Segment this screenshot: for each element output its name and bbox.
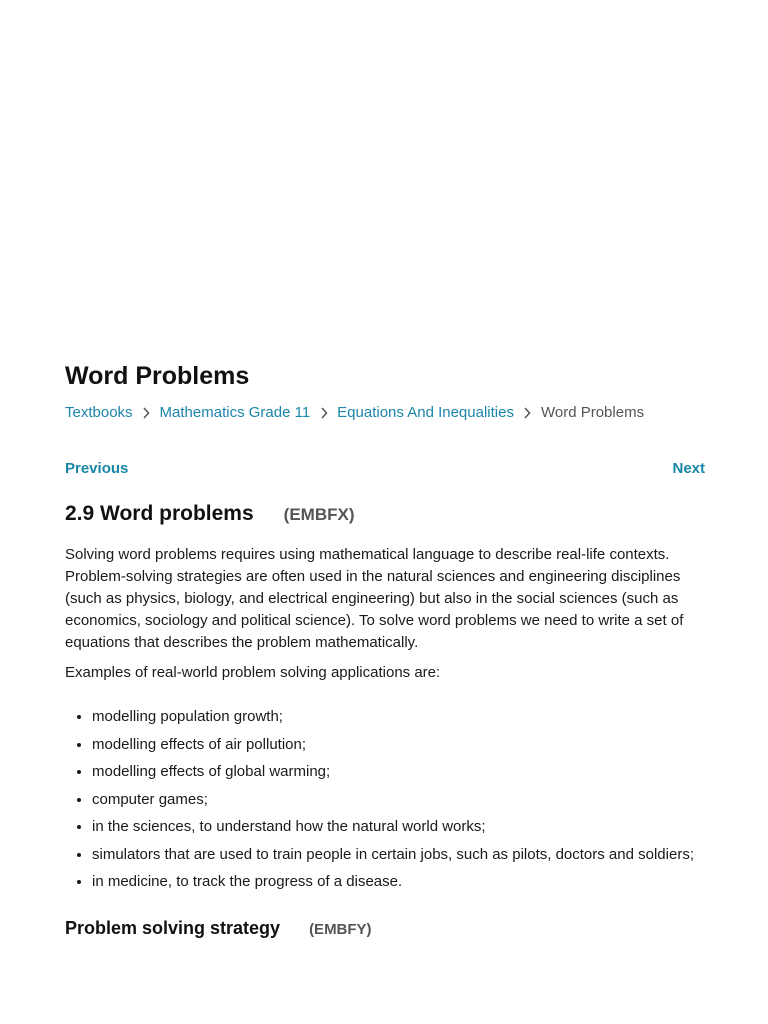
section-title: 2.9 Word problems <box>65 502 254 525</box>
subsection-code: (EMBFY) <box>309 921 372 938</box>
breadcrumb-link-mathematics-grade-11[interactable]: Mathematics Grade 11 <box>159 404 311 421</box>
list-item: • modelling population growth; <box>92 706 705 728</box>
section-paragraph: Solving word problems requires using mathematical language to describe real-life contexts. Problem-solving strategies are often used in the natural sciences and engineering disciplines (such as physics, biology, and electrical engineering) but also in the social sciences (such as economics, sociology and political science). To solve word problems we need to write a set of equations that describes the problem mathematically. <box>65 546 684 651</box>
list-item: • in medicine, to track the progress of a disease. <box>92 871 705 893</box>
list-item: • modelling effects of global warming; <box>92 761 705 783</box>
pager <box>65 458 705 480</box>
list-item: • in the sciences, to understand how the natural world works; <box>92 816 705 838</box>
chevron-right-icon <box>133 402 160 424</box>
subsection-title: Problem solving strategy <box>65 918 281 938</box>
list-item: • modelling effects of air pollution; <box>92 734 705 756</box>
previous-link[interactable]: Previous <box>65 460 129 477</box>
main-content <box>65 356 705 942</box>
list-item: • simulators that are used to train people in certain jobs, such as pilots, doctors and soldiers; <box>92 844 705 866</box>
section-heading <box>65 498 705 530</box>
list-item: • computer games; <box>92 789 705 811</box>
chevron-right-icon <box>310 402 337 424</box>
breadcrumb-link-equations-and-inequalities[interactable]: Equations And Inequalities <box>337 404 514 421</box>
breadcrumb <box>65 402 705 424</box>
examples-list <box>65 706 705 893</box>
chevron-right-icon <box>514 402 541 424</box>
breadcrumb-link-textbooks[interactable]: Textbooks <box>65 404 133 421</box>
subsection-heading <box>65 914 705 942</box>
next-link[interactable]: Next <box>672 460 705 477</box>
section-code: (EMBFX) <box>283 505 355 524</box>
breadcrumb-current: Word Problems <box>540 404 645 421</box>
section-paragraph: Examples of real-world problem solving applications are: <box>65 664 441 681</box>
ad-space <box>0 0 768 340</box>
page-title: Word Problems <box>65 362 250 390</box>
